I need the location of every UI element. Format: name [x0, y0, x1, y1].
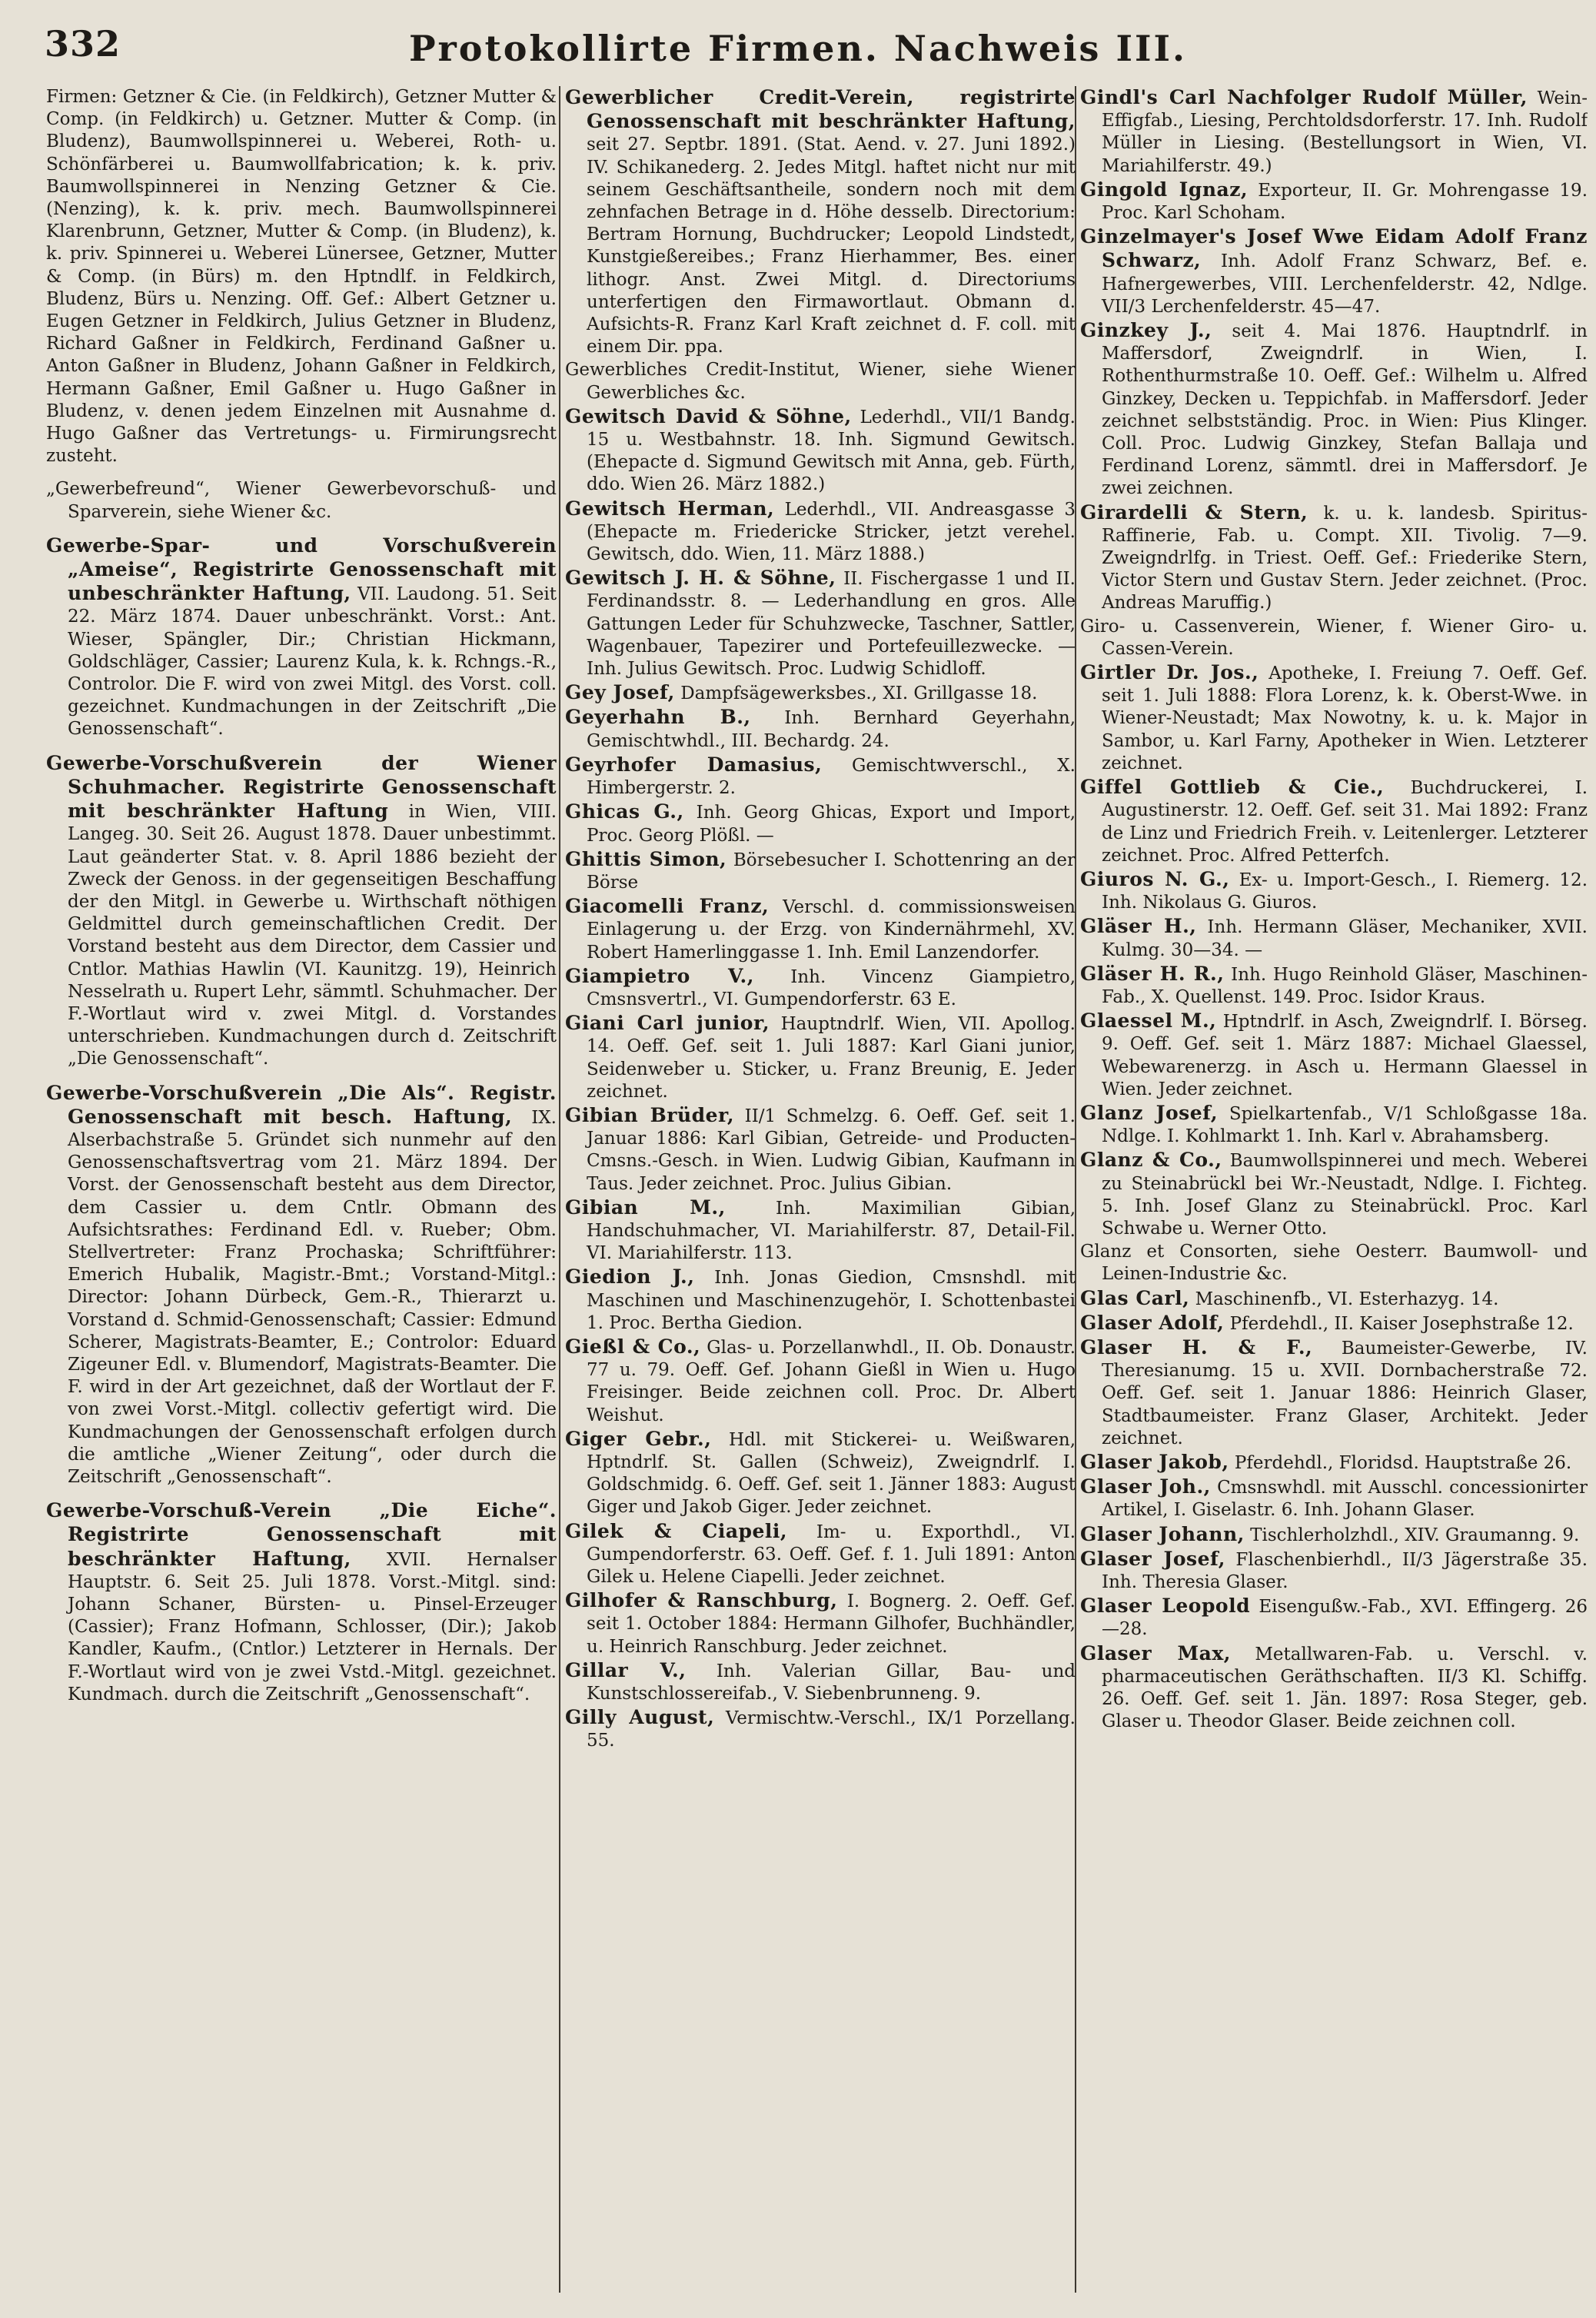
entry-text: Inh. Hugo Reinhold Gläser, Maschinen-Fab., X. Quellenst. 149. Proc. Isidor Kraus.: [1102, 964, 1588, 1007]
firm-name: Giani Carl junior,: [565, 1012, 770, 1035]
entry-text: VII. Laudong. 51. Seit 22. März 1874. Dauer unbeschränkt. Vorst.: Ant. Wieser, Spängler, Dir.; Christian Hickmann, Goldschläger, Cassier; Laurenz Kula, k. k. Rchngs.-R., Controlor. Die F. wird von zwei Mitgl. des Vorst. coll. gezeichnet. Kundmachungen in der Zeitschrift „Die Genossenschaft“.: [68, 584, 557, 740]
entry-text: Hauptndrlf. Wien, VII. Apollog. 14. Oeff. Gef. seit 1. Juli 1887: Karl Giani junior, Seidenweber u. Sticker, u. Franz Breunig, E. Jeder zeichnet.: [587, 1014, 1076, 1102]
directory-entry: [1080, 86, 1588, 178]
directory-entry: [1080, 1287, 1588, 1311]
entry-text: Apotheke, I. Freiung 7. Oeff. Gef. seit 1. Juli 1888: Flora Lorenz, k. k. Oberst-Wwe. in Wiener-Neustadt; Max Nowotny, k. u. k. Major in Sambor, u. Karl Farny, Apotheker in Wien. Letzterer zeichnet.: [1102, 663, 1588, 773]
directory-entry: [46, 752, 557, 1071]
column-divider: [559, 86, 560, 2293]
entry-text: II. Fischergasse 1 und II. Ferdinandsstr. 8. — Lederhandlung en gros. Alle Gattungen Leder für Schuhzwecke, Taschner, Sattler, Wagenbauer, Tapezirer und Portefeuillezwecke. — Inh. Julius Gewitsch. Proc. Ludwig Schidloff.: [587, 569, 1076, 680]
entry-text: Maschinenfb., VI. Esterhazyg. 14.: [1195, 1289, 1499, 1309]
directory-entry: [46, 86, 557, 467]
directory-entry: [565, 1196, 1076, 1265]
firm-name: Gindl's Carl Nachfolger Rudolf Müller,: [1080, 86, 1528, 108]
directory-entry: [1080, 915, 1588, 961]
firm-name: Gläser H. R.,: [1080, 962, 1225, 985]
entry-text: Inh. Bernhard Geyerhahn, Gemischtwhdl., III. Bechardg. 24.: [587, 708, 1076, 751]
entry-text: Pferdehdl., Floridsd. Hauptstraße 26.: [1234, 1452, 1572, 1473]
directory-entry: [565, 1520, 1076, 1589]
entry-text: Im- u. Exporthdl., VI. Gumpendorferstr. 63. Oeff. Gef. f. 1. Juli 1891: Anton Gilek u. Helene Ciapelli. Jeder zeichnet.: [587, 1521, 1076, 1587]
firm-name: Gewitsch David & Söhne,: [565, 404, 852, 427]
firm-name: Gewerblicher Credit-Verein, registrirte Genossenschaft mit beschränkter Haftung,: [565, 86, 1076, 133]
firm-name: Gibian M.,: [565, 1196, 726, 1219]
directory-entry: [565, 1659, 1076, 1705]
directory-entry: [46, 1082, 557, 1489]
firm-name: Giuros N. G.,: [1080, 867, 1230, 890]
entry-text: Inh. Valerian Gillar, Bau- und Kunstschlossereifab., V. Siebenbrunneng. 9.: [587, 1661, 1076, 1704]
firm-name: Ginzkey J.,: [1080, 319, 1212, 342]
entry-text: I. Bognerg. 2. Oeff. Gef. seit 1. October 1884: Hermann Gilhofer, Buchhändler, u. Heinrich Ranschburg. Jeder zeichnet.: [587, 1591, 1076, 1657]
entry-text: Börsebesucher I. Schottenring an der Börse: [587, 850, 1076, 893]
directory-entry: [565, 800, 1076, 846]
firm-name: Girtler Dr. Jos.,: [1080, 661, 1259, 684]
firm-name: Giampietro V.,: [565, 964, 754, 987]
firm-name: Gey Josef,: [565, 681, 675, 704]
firm-name: Gingold Ignaz,: [1080, 178, 1249, 201]
entry-text: II/1 Schmelzg. 6. Oeff. Gef. seit 1. Januar 1886: Karl Gibian, Getreide- und Producten-Cmsns.-Gesch. in Wien. Ludwig Gibian, Kaufmann in Taus. Jeder zeichnet. Proc. Julius Gibian.: [587, 1106, 1076, 1194]
entry-text: Inh. Hermann Gläser, Mechaniker, XVII. Kulmg. 30—34. —: [1102, 917, 1588, 960]
directory-entry: [565, 1012, 1076, 1103]
entry-text: seit 27. Septbr. 1891. (Stat. Aend. v. 27. Juni 1892.) IV. Schikanederg. 2. Jedes Mitgl. haftet nicht nur mit seinem Geschäftsantheile, sondern noch mit dem zehnfachen Betrage in d. Höhe desselb. Directorium: Bertram Hornung, Buchdrucker; Leopold Lindstedt, Kunstgießereibes.; Franz Hierhammer, Bes. einer lithogr. Anst. Zwei Mitgl. d. Directoriums unterfertigen den Firmawortlaut. Obmann d. Aufsichts-R. Franz Karl Kraft zeichnet d. F. coll. mit einem Dir. ppa.: [587, 135, 1076, 358]
entry-text: Hptndrlf. in Asch, Zweigndrlf. I. Börseg. 9. Oeff. Gef. seit 1. März 1887: Michael Glaessel, Webewarenerzg. in Asch u. Hermann Glaessel in Wien. Jeder zeichnet.: [1102, 1012, 1588, 1099]
directory-entry: [1080, 1475, 1588, 1521]
entry-text: Glas- u. Porzellanwhdl., II. Ob. Donaustr. 77 u. 79. Oeff. Gef. Johann Gießl in Wien u. Hugo Freisinger. Beide zeichnen coll. Proc. Dr. Albert Weishut.: [587, 1337, 1076, 1425]
directory-entry: [1080, 319, 1588, 501]
firm-name: Gilhofer & Ranschburg,: [565, 1589, 838, 1612]
directory-entry: [565, 1428, 1076, 1519]
directory-entry: [565, 1589, 1076, 1658]
entry-text: Gemischtwverschl., X. Himbergerstr. 2.: [587, 755, 1076, 799]
firm-name: Glaser Leopold: [1080, 1595, 1251, 1618]
column-left: [46, 86, 557, 2293]
entry-text: Dampfsägewerksbes., XI. Grillgasse 18.: [680, 683, 1038, 704]
directory-entry: [565, 405, 1076, 497]
entry-text: Verschl. d. commissionsweisen Einlagerung u. der Erzg. von Kindernährmehl, XV. Robert Hamerlinggasse 1. Inh. Emil Lanzendorfer.: [587, 897, 1076, 963]
page-number: 332: [45, 23, 121, 65]
directory-entry: [1080, 1241, 1588, 1285]
entry-text: Inh. Adolf Franz Schwarz, Bef. e. Hafnergewerbes, VIII. Lerchenfelderstr. 42, Ndlge. VII/3 Lerchenfelderstr. 45—47.: [1102, 251, 1588, 317]
firm-name: Glas Carl,: [1080, 1286, 1190, 1309]
directory-entry: [565, 359, 1076, 404]
directory-entry: [1080, 1595, 1588, 1641]
directory-entry: [46, 534, 557, 741]
directory-entry: [565, 567, 1076, 680]
firm-name: Glaser H. & F.,: [1080, 1335, 1313, 1359]
firm-name: Ghittis Simon,: [565, 847, 727, 870]
directory-entry: [1080, 661, 1588, 775]
entry-text: Baumwollspinnerei und mech. Weberei zu Steinabrückl bei Wr.-Neustadt, Ndlge. I. Fichteg. 5. Inh. Josef Glanz zu Steinabrückl. Proc. Karl Schwabe u. Werner Otto.: [1102, 1151, 1588, 1239]
firm-name: Gilly August,: [565, 1706, 715, 1729]
column-middle: [565, 86, 1076, 2293]
firm-name: Glaser Joh.,: [1080, 1475, 1211, 1498]
firm-name: Giger Gebr.,: [565, 1427, 712, 1450]
entry-text: Lederhdl., VII/1 Bandg. 15 u. Westbahnstr. 18. Inh. Sigmund Gewitsch. (Ehepacte d. Sigmund Gewitsch mit Anna, geb. Fürth, ddo. Wien 26. März 1882.): [587, 407, 1076, 495]
entry-text: Inh. Jonas Giedion, Cmsnshdl. mit Maschinen und Maschinenzugehör, I. Schottenbastei 1. Proc. Bertha Giedion.: [587, 1268, 1076, 1333]
entry-text: Buchdruckerei, I. Augustinerstr. 12. Oeff. Gef. seit 31. Mai 1892: Franz de Linz und Friedrich Freih. v. Leitenlerger. Letzterer zeichnet. Proc. Alfred Petterfch.: [1102, 778, 1588, 866]
directory-entry: [565, 1104, 1076, 1196]
directory-entry: [46, 478, 557, 523]
entry-text: „Gewerbefreund“, Wiener Gewerbevorschuß- und Sparverein, siehe Wiener &c.: [46, 479, 557, 522]
firm-name: Glaser Johann,: [1080, 1522, 1245, 1545]
firm-name: Girardelli & Stern,: [1080, 501, 1308, 524]
entry-text: Giro- u. Cassenverein, Wiener, f. Wiener Giro- u. Cassen-Verein.: [1080, 616, 1588, 659]
directory-entry: [565, 706, 1076, 752]
firm-name: Gewerbe-Vorschußverein der Wiener Schuhmacher. Registrirte Genossenschaft mit beschränkter Haftung: [46, 751, 557, 823]
directory-entry: [1080, 1451, 1588, 1475]
entry-text: Metallwaren-Fab. u. Verschl. v. pharmaceutischen Geräthschaften. II/3 Kl. Schiffg. 26. Oeff. Gef. seit 1. Jän. 1897: Rosa Steger, geb. Glaser u. Theodor Glaser. Beide zeichnen coll.: [1102, 1644, 1588, 1732]
firm-name: Gießl & Co.,: [565, 1335, 701, 1358]
entry-text: k. u. k. landesb. Spiritus-Raffinerie, Fab. u. Compt. XII. Tivolig. 7—9. Zweigndrlfg. in Triest. Oeff. Gef.: Friederike Stern, Victor Stern und Gustav Stern. Jeder zeichnet. (Proc. Andreas Maruffig.): [1102, 503, 1588, 614]
directory-entry: [565, 681, 1076, 705]
directory-entry: [1080, 1523, 1588, 1547]
entry-text: Pferdehdl., II. Kaiser Josephstraße 12.: [1229, 1313, 1574, 1334]
running-title: Protokollirte Firmen. Nachweis III.: [408, 28, 1188, 69]
firm-name: Giffel Gottlieb & Cie.,: [1080, 776, 1385, 799]
firm-name: Gilek & Ciapeli,: [565, 1519, 788, 1542]
firm-name: Gewitsch Herman,: [565, 497, 775, 520]
directory-entry: [1080, 1149, 1588, 1240]
directory-entry: [46, 1499, 557, 1706]
entry-text: Flaschenbierhdl., II/3 Jägerstraße 35. Inh. Theresia Glaser.: [1102, 1549, 1588, 1592]
entry-text: Ex- u. Import-Gesch., I. Riemerg. 12. Inh. Nikolaus G. Giuros.: [1102, 870, 1588, 913]
firm-name: Gläser H.,: [1080, 915, 1197, 938]
firm-name: Giedion J.,: [565, 1265, 695, 1289]
directory-entry: [1080, 1312, 1588, 1335]
entry-text: Eisengußw.-Fab., XVI. Effingerg. 26—28.: [1102, 1597, 1588, 1640]
firm-name: Gewerbe-Spar- und Vorschußverein „Ameise“, Registrirte Genossenschaft mit unbeschränkter Haftung,: [46, 534, 557, 605]
firm-name: Glaessel M.,: [1080, 1009, 1217, 1033]
entry-text: Gewerbliches Credit-Institut, Wiener, siehe Wiener Gewerbliches &c.: [565, 360, 1076, 403]
entry-text: Inh. Georg Ghicas, Export und Import, Proc. Georg Plößl. —: [587, 803, 1076, 846]
firm-name: Giacomelli Franz,: [565, 895, 770, 918]
column-right: [1080, 86, 1588, 2293]
firm-name: Gewerbe-Vorschuß-Verein „Die Eiche“. Registrirte Genossenschaft mit beschränkter Haftung,: [46, 1499, 557, 1570]
entry-text: Glanz et Consorten, siehe Oesterr. Baumwoll- und Leinen-Industrie &c.: [1080, 1242, 1588, 1285]
firm-name: Glanz & Co.,: [1080, 1149, 1222, 1172]
directory-entry: [565, 1335, 1076, 1427]
directory-entry: [1080, 616, 1588, 660]
firm-name: Geyerhahn B.,: [565, 706, 751, 729]
entry-text: Spielkartenfab., V/1 Schloßgasse 18a. Ndlge. I. Kohlmarkt 1. Inh. Karl v. Abrahamsberg.: [1102, 1103, 1588, 1147]
directory-entry: [1080, 868, 1588, 914]
entry-text: in Wien, VIII. Langeg. 30. Seit 26. August 1878. Dauer unbestimmt. Laut geänderter Stat. v. 8. April 1886 bezieht der Zweck der Genoss. in der gegenseitigen Beschaffung der den Mitgl. in Gewerbe u. Wirthschaft nöthigen Geldmittel durch gemeinschaftlichen Credit. Der Vorstand besteht aus dem Director, dem Cassier und Cntlor. Mathias Hawlin (VI. Kaunitzg. 19), Heinrich Nesselrath u. Rupert Lehr, sämmtl. Schuhmacher. Der F.-Wortlaut wird v. zwei Mitgl. d. Vorstandes unterschrieben. Kundmachungen durch d. Zeitschrift „Die Genossenschaft“.: [68, 802, 557, 1069]
firm-name: Ghicas G.,: [565, 800, 684, 823]
entry-text: Cmsnswhdl. mit Ausschl. concessionirter Artikel, I. Giselastr. 6. Inh. Johann Glaser.: [1102, 1478, 1588, 1521]
directory-entry: [1080, 178, 1588, 224]
entry-text: Hdl. mit Stickerei- u. Weißwaren, Hptndrlf. St. Gallen (Schweiz), Zweigndrlf. I. Goldschmidg. 6. Oeff. Gef. seit 1. Jänner 1883: August Giger und Jakob Giger. Jeder zeichnet.: [587, 1429, 1076, 1518]
entry-text: Wein-Effigfab., Liesing, Perchtoldsdorferstr. 17. Inh. Rudolf Müller in Liesing. (Bestellungsort in Wien, VI. Mariahilferstr. 49.): [1102, 88, 1588, 176]
entry-text: Baumeister-Gewerbe, IV. Theresianumg. 15 u. XVII. Dornbacherstraße 72. Oeff. Gef. seit 1. Januar 1886: Heinrich Glaser, Stadtbaumeister. Franz Glaser, Architekt. Jeder zeichnet.: [1102, 1338, 1588, 1448]
directory-entry: [565, 1706, 1076, 1752]
directory-entry: [1080, 1009, 1588, 1101]
directory-entry: [565, 1265, 1076, 1335]
entry-text: Lederhdl., VII. Andreasgasse 3 (Ehepacte m. Friedericke Stricker, jetzt verehel. Gewitsch, ddo. Wien, 11. März 1888.): [587, 499, 1076, 565]
entry-text: Firmen: Getzner & Cie. (in Feldkirch), Getzner Mutter & Comp. (in Feldkirch) u. Getzner. Mutter & Comp. (in Bludenz), Baumwollspinnerei u. Weberei, Roth- u. Schönfärberei u. Baumwollfabrication; k. k. priv. Baumwollspinnerei in Nenzing Getzner & Cie. (Nenzing), k. k. priv. mech. Baumwollspinnerei Klarenbrunn, Getzner, Mutter & Comp. (in Bludenz), k. k. priv. Spinnerei u. Weberei Lünersee, Getzner, Mutter & Comp. (in Bürs) m. den Hptndlf. in Feldkirch, Bludenz, Bürs u. Nenzing. Off. Gef.: Albert Getzner u. Eugen Getzner in Feldkirch, Julius Getzner in Bludenz, Richard Gaßner in Feldkirch, Ferdinand Gaßner u. Anton Gaßner in Bludenz, Johann Gaßner in Feldkirch, Hermann Gaßner, Emil Gaßner u. Hugo Gaßner in Bludenz, v. denen jedem Einzelnen mit Ausnahme d. Hugo Gaßner das Vertretungs- u. Firmirungsrecht zusteht.: [46, 87, 557, 467]
directory-entry: [565, 497, 1076, 567]
firm-name: Glaser Josef,: [1080, 1547, 1225, 1570]
directory-entry: [1080, 501, 1588, 615]
firm-name: Glanz Josef,: [1080, 1101, 1219, 1124]
entry-text: Inh. Maximilian Gibian, Handschuhmacher, VI. Mariahilferstr. 87, Detail-Fil. VI. Mariahilferstr. 113.: [587, 1198, 1076, 1264]
entry-text: Inh. Vincenz Giampietro, Cmsnsvertrl., VI. Gumpendorferstr. 63 E.: [587, 966, 1076, 1009]
firm-name: Glaser Jakob,: [1080, 1450, 1229, 1473]
firm-name: Ginzelmayer's Josef Wwe Eidam Adolf Franz Schwarz,: [1080, 225, 1588, 272]
firm-name: Geyrhofer Damasius,: [565, 753, 823, 776]
directory-entry: [1080, 225, 1588, 318]
entry-text: Vermischtw.-Verschl., IX/1 Porzellang. 55.: [587, 1708, 1076, 1751]
firm-name: Gewitsch J. H. & Söhne,: [565, 567, 836, 590]
directory-entry: [565, 86, 1076, 358]
entry-text: XVII. Hernalser Hauptstr. 6. Seit 25. Juli 1878. Vorst.-Mitgl. sind: Johann Schaner, Bürsten- u. Pinsel-Erzeuger (Cassier); Franz Hofmann, Schlosser, (Dir.); Jakob Kandler, Kaufm., (Cntlor.) Letzterer in Hernals. Der F.-Wortlaut wird von je zwei Vstd.-Mitgl. gezeichnet. Kundmach. durch die Zeitschrift „Genossenschaft“.: [68, 1549, 557, 1704]
directory-entry: [1080, 1336, 1588, 1450]
firm-name: Glaser Adolf,: [1080, 1311, 1225, 1334]
entry-text: seit 4. Mai 1876. Hauptndrlf. in Maffersdorf, Zweigndrlf. in Wien, I. Rothenthurmstraße 10. Oeff. Gef.: Wilhelm u. Alfred Ginzkey, Decken u. Teppichfab. in Maffersdorf. Jeder zeichnet selbstständig. Proc. in Wien: Pius Klinger. Coll. Proc. Ludwig Ginzkey, Stefan Ballaja und Ferdinand Lorenz, sämmtl. drei in Maffersdorf. Je zwei zeichnen.: [1102, 321, 1588, 499]
directory-entry: [565, 895, 1076, 964]
directory-entry: [1080, 1548, 1588, 1594]
directory-entry: [565, 965, 1076, 1011]
directory-entry: [1080, 1102, 1588, 1148]
directory-entry: [1080, 963, 1588, 1009]
firm-name: Gillar V.,: [565, 1658, 687, 1681]
directory-entry: [1080, 776, 1588, 867]
entry-text: IX. Alserbachstraße 5. Gründet sich nunmehr auf den Genossenschaftsvertrag vom 21. März 1894. Der Vorst. der Genossenschaft besteht aus dem Director, dem Cassier u. dem Cntlr. Obmann des Aufsichtsrathes: Ferdinand Edl. v. Rueber; Obm. Stellvertreter: Franz Prochaska; Schriftführer: Emerich Hubalik, Magistr.-Bmt.; Vorstand-Mitgl.: Director: Johann Dürbeck, Gem.-R., Thierarzt u. Vorstand d. Schmid-Genossenschaft; Cassier: Edmund Scherer, Magistrats-Beamter, E.; Controlor: Eduard Zigeuner Edl. v. Blumendorf, Magistrats-Beamter. Die F. wird in der Art gezeichnet, daß der Wortlaut der F. von zwei Vorst.-Mitgl. collectiv gefertigt wird. Die Kundmachungen der Genossenschaft erfolgen durch die amtliche „Wiener Zeitung“, oder durch die Zeitschrift „Genossenschaft“.: [68, 1107, 557, 1487]
directory-entry: [1080, 1642, 1588, 1734]
firm-name: Gewerbe-Vorschußverein „Die Als“. Registr. Genossenschaft mit besch. Haftung,: [46, 1081, 557, 1128]
entry-text: Tischlerholzhdl., XIV. Graumanng. 9.: [1250, 1525, 1580, 1545]
firm-name: Gibian Brüder,: [565, 1103, 735, 1126]
directory-entry: [565, 753, 1076, 800]
entry-text: Exporteur, II. Gr. Mohrengasse 19. Proc. Karl Schoham.: [1102, 180, 1588, 224]
directory-entry: [565, 848, 1076, 894]
firm-name: Glaser Max,: [1080, 1641, 1231, 1665]
